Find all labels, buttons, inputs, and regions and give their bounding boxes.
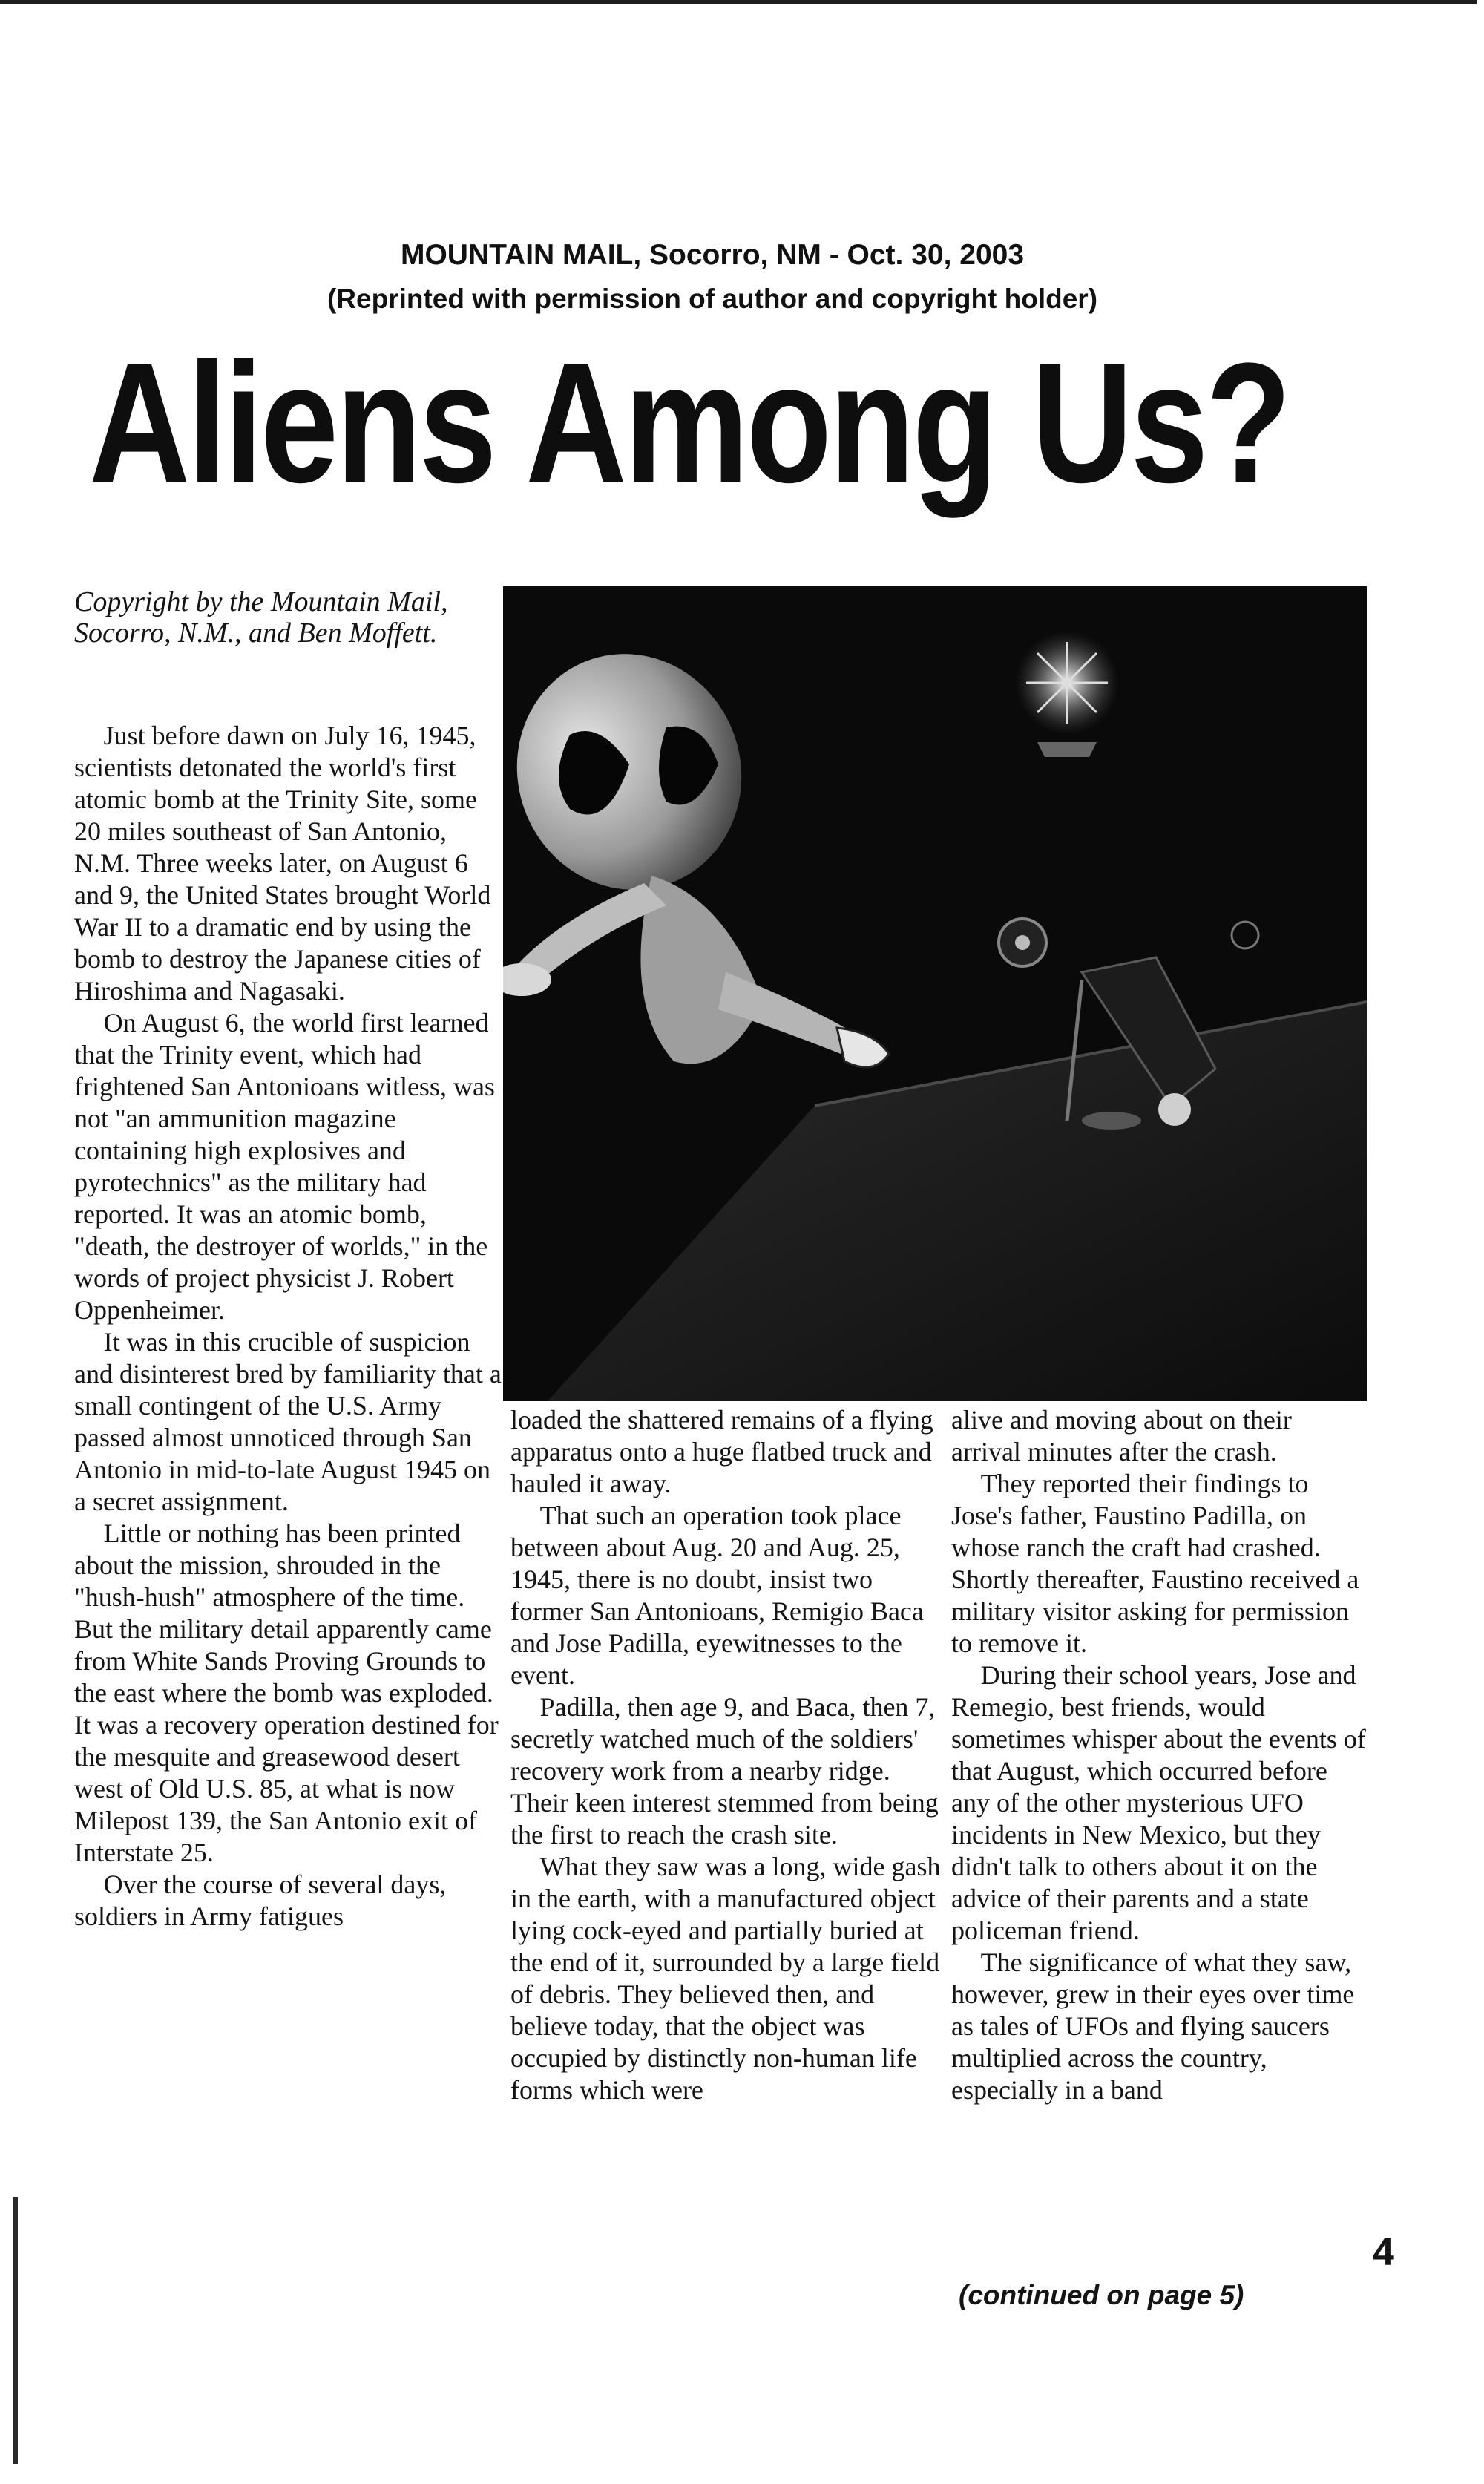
article-paragraph: Just before dawn on July 16, 1945, scientists detonated the world's first atomic bomb at the Trinity Site, some 20 miles southeast of San Antonio, N.M. Three weeks later, on August 6 and 9, the United States brought World War II to a dramatic end by using the bomb to destroy the Japanese cities of Hiroshima and Nagasaki. xyxy=(74,721,491,1006)
article-paragraph: The significance of what they saw, however, grew in their eyes over time as tales of UFOs and flying saucers multiplied across the country, especially in a band xyxy=(951,1947,1355,2105)
article-paragraph: Padilla, then age 9, and Baca, then 7, secretly watched much of the soldiers' recovery work from a nearby ridge. Their keen interest stemmed from being the first to reach the crash site. xyxy=(510,1692,939,1849)
article-paragraph: During their school years, Jose and Remegio, best friends, would sometimes whisper about the events of that August, which occurred before any of the other mysterious UFO incidents in New Mexico, but they didn't talk to others about it on the advice of their parents and a state policeman friend. xyxy=(951,1660,1366,1945)
byline: Copyright by the Mountain Mail, Socorro, N.M., and Ben Moffett. xyxy=(74,586,448,649)
article-column-3 xyxy=(951,1404,1367,2106)
headline: Aliens Among Us? xyxy=(89,327,1290,518)
orb-stand xyxy=(1037,742,1097,757)
article-paragraph: On August 6, the world first learned that the Trinity event, which had frightened San Antonioans witless, was not "an ammunition magazine containing high explosives and pyrotechnics" as the military had reported. It was an atomic bomb, "death, the destroyer of worlds," in the words of project physicist J. Robert Oppenheimer. xyxy=(74,1008,495,1325)
article-paragraph: Little or nothing has been printed about the mission, shrouded in the "hush-hush" atmosphere of the time. But the military detail apparently came from White Sands Proving Grounds to the east where the bomb was exploded. It was a recovery operation destined for the mesquite and greasewood desert west of Old U.S. 85, at what is now Milepost 139, the San Antonio exit of Interstate 25. xyxy=(74,1518,499,1867)
orb-rays xyxy=(1026,642,1108,724)
masthead: MOUNTAIN MAIL, Socorro, NM - Oct. 30, 2003 xyxy=(400,239,1025,271)
article-paragraph: loaded the shattered remains of a flying apparatus onto a huge flatbed truck and hauled it away. xyxy=(510,1405,933,1498)
continued-note: (continued on page 5) xyxy=(959,2280,1244,2310)
article-paragraph: They reported their findings to Jose's father, Faustino Padilla, on whose ranch the craft had crashed. Shortly thereafter, Faustino received a military visitor asking for permission to remove it. xyxy=(951,1469,1359,1658)
left-margin-rule xyxy=(13,2197,18,2464)
article-paragraph: That such an operation took place between about Aug. 20 and Aug. 25, 1945, there is no doubt, insist two former San Antonioans, Remigio Baca and Jose Padilla, eyewitnesses to the event. xyxy=(510,1501,924,1690)
alien-illustration-svg xyxy=(503,586,1367,1401)
article-paragraph: It was in this crucible of suspicion and disinterest bred by familiarity that a small contingent of the U.S. Army passed almost unnoticed through San Antonio in mid-to-late August 1945 on a secret assignment. xyxy=(74,1327,502,1516)
article-paragraph: alive and moving about on their arrival minutes after the crash. xyxy=(951,1405,1292,1467)
article-paragraph: Over the course of several days, soldiers in Army fatigues xyxy=(74,1869,447,1931)
top-border-rule xyxy=(0,0,1477,4)
article-column-2 xyxy=(510,1404,941,2106)
page-number: 4 xyxy=(1373,2231,1394,2274)
article-column-1 xyxy=(74,720,505,1933)
reprint-note: (Reprinted with permission of author and copyright holder) xyxy=(326,284,1098,314)
alien-illustration xyxy=(503,586,1367,1401)
article-paragraph: What they saw was a long, wide gash in the earth, with a manufactured object lying cock-eyed and partially buried at the end of it, surrounded by a large field of debris. They believed then, and believe today, that the object was occupied by distinctly non-human life forms which were xyxy=(510,1852,941,2105)
